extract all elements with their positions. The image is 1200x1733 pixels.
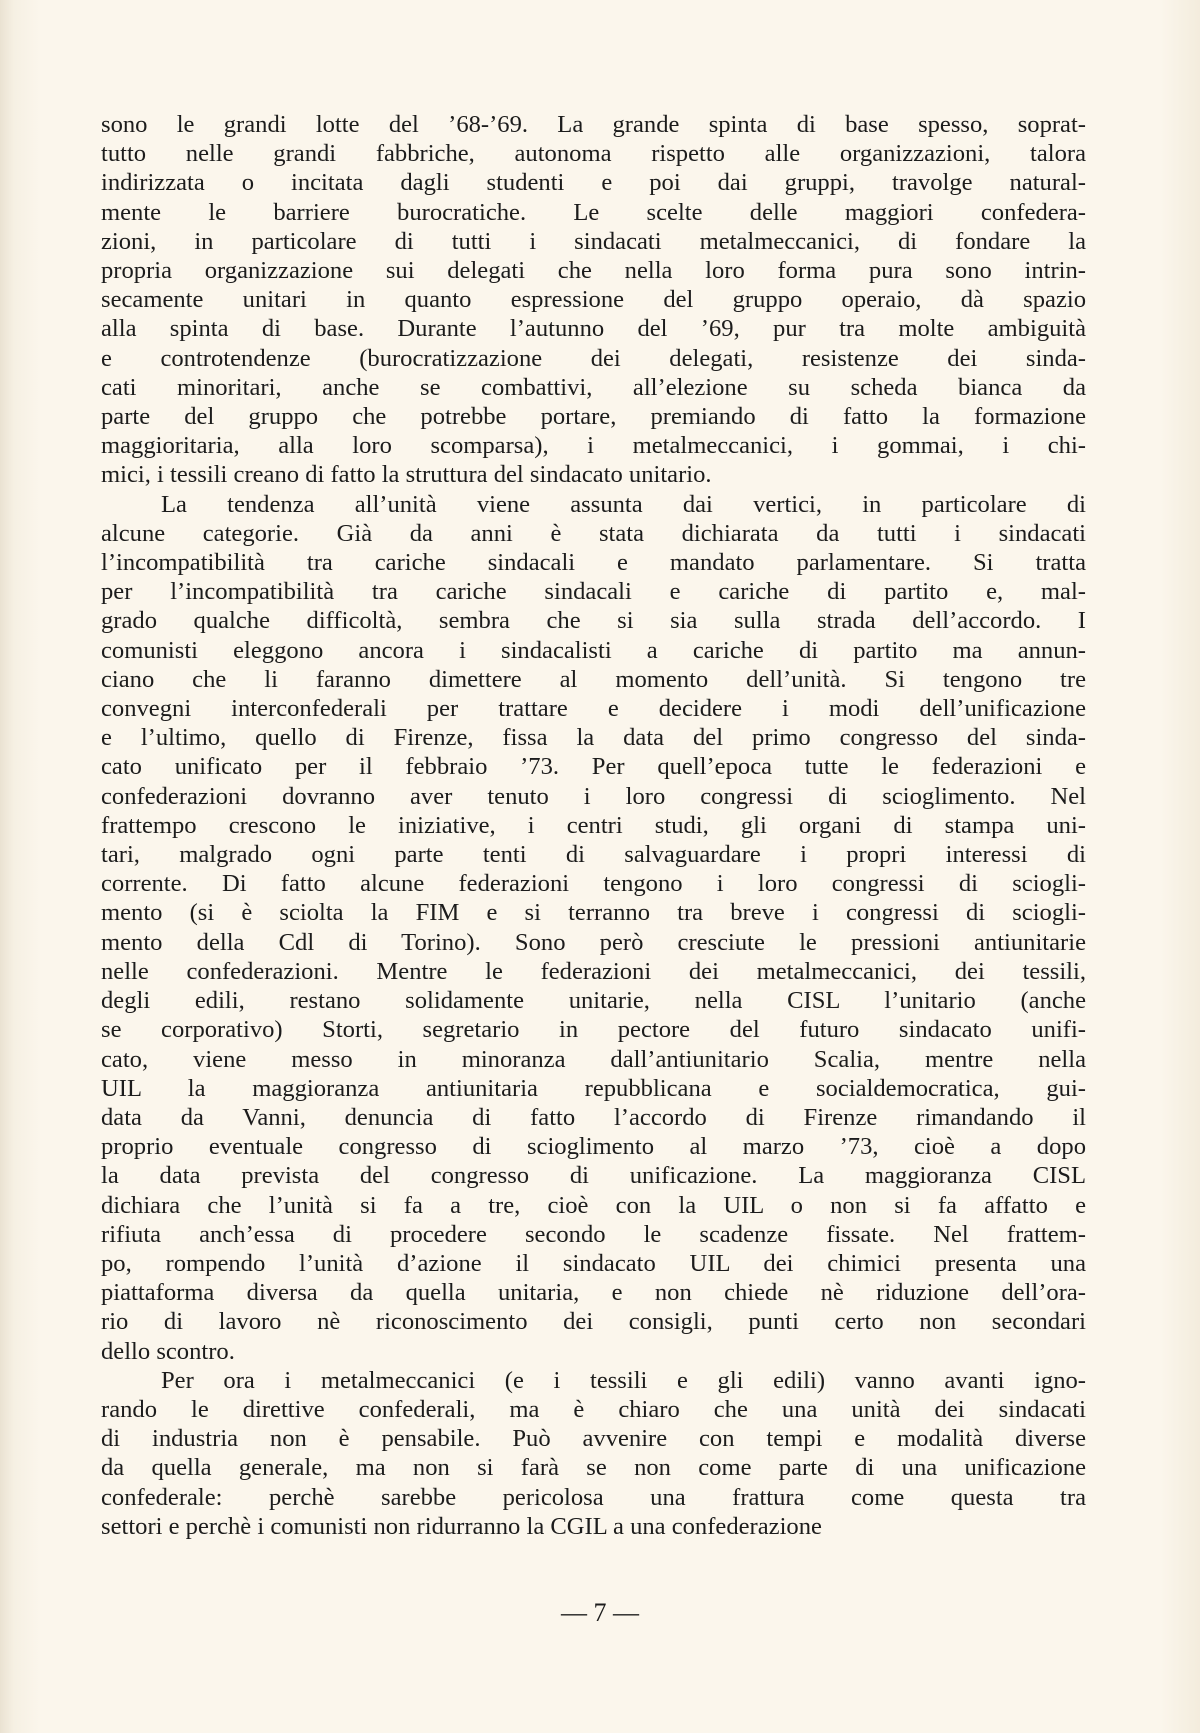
text-line: piattaforma diversa da quella unitaria, e non chiede nè riduzione dell’ora- [101,1279,1086,1307]
text-line: rio di lavoro nè riconoscimento dei consigli, punti certo non secondari [101,1308,1086,1336]
text-line: convegni interconfederali per trattare e decidere i modi dell’unificazione [101,695,1086,723]
text-line: e controtendenze (burocratizzazione dei delegati, resistenze dei sinda- [101,344,1086,372]
paragraph [101,1366,1086,1541]
text-line: sono le grandi lotte del ’68-’69. La grande spinta di base spesso, soprat- [101,111,1086,138]
text-line: zioni, in particolare di tutti i sindacati metalmeccanici, di fondare la [101,227,1086,255]
text-line: po, rompendo l’unità d’azione il sindacato UIL dei chimici presenta una [101,1249,1086,1277]
text-line: rifiuta anch’essa di procedere secondo le scadenze fissate. Nel frattem- [101,1220,1086,1248]
text-line: mente le barriere burocratiche. Le scelte delle maggiori confedera- [101,198,1086,226]
paragraph [101,110,1086,490]
text-line: maggioritaria, alla loro scomparsa), i metalmeccanici, i gommai, i chi- [101,432,1086,460]
text-line: indirizzata o incitata dagli studenti e poi dai gruppi, travolge natural- [101,169,1086,197]
text-line: cati minoritari, anche se combattivi, all’elezione su scheda bianca da [101,373,1086,401]
text-line: rando le direttive confederali, ma è chiaro che una unità dei sindacati [101,1395,1086,1423]
text-line: dello scontro. [101,1337,235,1365]
text-line: alla spinta di base. Durante l’autunno del ’69, pur tra molte ambiguità [101,315,1086,343]
text-line: alcune categorie. Già da anni è stata dichiarata da tutti i sindacati [101,519,1086,547]
text-line: cato unificato per il febbraio ’73. Per quell’epoca tutte le federazioni e [101,753,1086,781]
body-text [101,110,1086,1541]
text-line: data da Vanni, denuncia di fatto l’accordo di Firenze rimandando il [101,1103,1086,1131]
text-line: di industria non è pensabile. Può avvenire con tempi e modalità diverse [101,1425,1086,1453]
text-line: degli edili, restano solidamente unitarie, nella CISL l’unitario (anche [101,987,1086,1015]
text-line: mici, i tessili creano di fatto la struttura del sindacato unitario. [101,461,712,489]
text-line: se corporativo) Storti, segretario in pectore del futuro sindacato unifi- [101,1016,1086,1044]
text-line: confederazioni dovranno aver tenuto i loro congressi di scioglimento. Nel [101,782,1086,810]
text-line: cato, viene messo in minoranza dall’antiunitario Scalia, mentre nella [101,1045,1086,1073]
text-line: corrente. Di fatto alcune federazioni tengono i loro congressi di sciogli- [101,870,1086,898]
paragraph [101,490,1086,1366]
text-line: dichiara che l’unità si fa a tre, cioè con la UIL o non si fa affatto e [101,1191,1086,1219]
text-line: Per ora i metalmeccanici (e i tessili e gli edili) vanno avanti igno- [161,1366,1086,1394]
text-line: settori e perchè i comunisti non ridurranno la CGIL a una confederazione [101,1512,822,1540]
text-line: la data prevista del congresso di unificazione. La maggioranza CISL [101,1162,1086,1190]
text-line: l’incompatibilità tra cariche sindacali e mandato parlamentare. Si tratta [101,549,1086,577]
text-line: parte del gruppo che potrebbe portare, premiando di fatto la formazione [101,403,1086,431]
text-line: comunisti eleggono ancora i sindacalisti a cariche di partito ma annun- [101,636,1086,664]
page-number: — 7 — [561,1598,639,1627]
text-line: La tendenza all’unità viene assunta dai vertici, in particolare di [161,490,1086,518]
text-line: propria organizzazione sui delegati che nella loro forma pura sono intrin- [101,257,1086,285]
text-line: e l’ultimo, quello di Firenze, fissa la data del primo congresso del sinda- [101,724,1086,752]
text-line: secamente unitari in quanto espressione del gruppo operaio, dà spazio [101,286,1086,314]
text-line: mento della Cdl di Torino). Sono però cresciute le pressioni antiunitarie [101,928,1086,956]
text-line: grado qualche difficoltà, sembra che si sia sulla strada dell’accordo. I [101,607,1086,635]
text-line: nelle confederazioni. Mentre le federazioni dei metalmeccanici, dei tessili, [101,957,1086,985]
text-line: da quella generale, ma non si farà se non come parte di una unificazione [101,1454,1086,1482]
text-line: frattempo crescono le iniziative, i centri studi, gli organi di stampa uni- [101,811,1086,839]
text-line: proprio eventuale congresso di scioglimento al marzo ’73, cioè a dopo [101,1133,1086,1161]
text-line: per l’incompatibilità tra cariche sindacali e cariche di partito e, mal- [101,578,1086,606]
text-line: confederale: perchè sarebbe pericolosa una frattura come questa tra [101,1483,1086,1511]
text-line: tutto nelle grandi fabbriche, autonoma rispetto alle organizzazioni, talora [101,140,1086,168]
text-line: mento (si è sciolta la FIM e si terranno tra breve i congressi di sciogli- [101,899,1086,927]
text-line: UIL la maggioranza antiunitaria repubblicana e socialdemocratica, gui- [101,1074,1086,1102]
text-line: ciano che li faranno dimettere al momento dell’unità. Si tengono tre [101,665,1086,693]
text-line: tari, malgrado ogni parte tenti di salvaguardare i propri interessi di [101,841,1086,869]
